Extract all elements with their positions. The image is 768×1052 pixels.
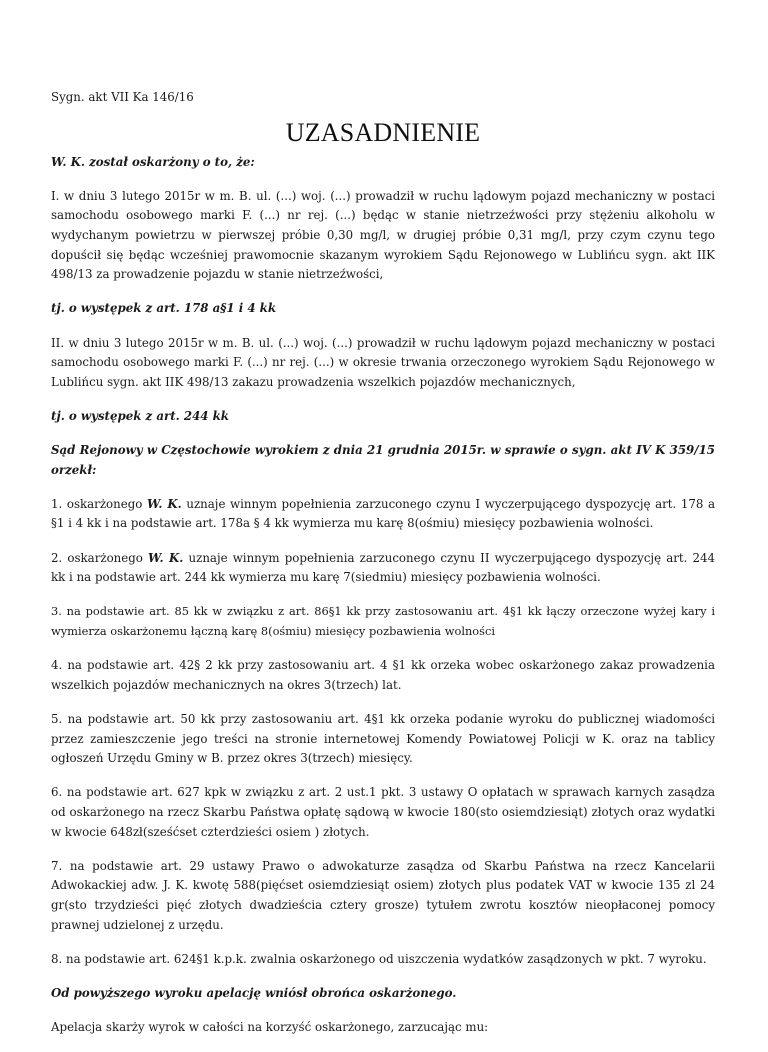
ruling-1-defendant-name: W. K. <box>146 496 182 511</box>
qualification-2: tj. o występek z art. 244 kk <box>51 408 229 423</box>
charged-heading: W. K. został oskarżony o to, że: <box>51 154 255 169</box>
ruling-item-8: 8. na podstawie art. 624§1 k.p.k. zwalnia oskarżonego od uiszczenia wydatków zasądzonych w pkt. 7 wyroku. <box>51 951 707 966</box>
document-title: UZASADNIENIE <box>285 117 481 147</box>
document-page <box>51 88 715 1052</box>
ruling-1-text: uznaje winnym popełnienia zarzuconego czynu I wyczerpującego dyspozycję art. 178 a §1 i 4 kk i na podstawie art. 178a § 4 kk wymierza mu karę 8(ośmiu) miesięcy pozbawienia wolności. <box>51 496 715 531</box>
charge-1-paragraph: I. w dniu 3 lutego 2015r w m. B. ul. (...) woj. (...) prowadził w ruchu lądowym pojazd mechaniczny w postaci samochodu osobowego marki F. (...) nr rej. (...) będąc w stanie nietrzeźwości przy stężeniu alkoholu w wydychanym powietrzu w pierwszej próbie 0,30 mg/l, w drugiej próbie 0,31 mg/l, przy czym czynu tego dopuścił się będąc wcześniej prawomocnie skazanym wyrokiem Sądu Rejonowego w Lublińcu sygn. akt IIK 498/13 za prowadzenie pojazdu w stanie nietrzeźwości, <box>51 188 715 282</box>
ruling-item-7: 7. na podstawie art. 29 ustawy Prawo o adwokaturze zasądza od Skarbu Państwa na rzecz Kancelarii Adwokackiej adw. J. K. kwotę 588(pięćset osiemdziesiąt osiem) złotych plus podatek VAT w kwocie 135 zl 24 gr(sto trzydzieści pięć złotych dwadzieścia cztery grosze) tytułem zwrotu kosztów nieopłaconej pomocy prawnej udzielonej z urzędu. <box>51 858 715 932</box>
case-signature: Sygn. akt VII Ka 146/16 <box>51 90 194 104</box>
ruling-2-prefix: 2. oskarżonego <box>51 550 149 565</box>
qualification-1: tj. o występek z art. 178 a§1 i 4 kk <box>51 301 276 316</box>
ruling-item-3: 3. na podstawie art. 85 kk w związku z art. 86§1 kk przy zastosowaniu art. 4§1 kk łączy orzeczone wyżej kary i wymierza oskarżonemu łączną karę 8(ośmiu) miesięcy pozbawienia wolności <box>51 604 715 639</box>
ruling-1-prefix: 1. oskarżonego <box>51 496 147 511</box>
ruling-2-text: uznaje winnym popełnienia zarzuconego czynu II wyczerpującego dyspozycję art. 244 kk i na podstawie art. 244 kk wymierza mu karę 7(siedmiu) miesięcy pozbawienia wolności. <box>51 550 715 585</box>
ruling-item-2 <box>51 549 715 588</box>
appeal-text: Apelacja skarży wyrok w całości na korzyść oskarżonego, zarzucając mu: <box>51 1020 489 1035</box>
appeal-heading: Od powyższego wyroku apelację wniósł obrońca oskarżonego. <box>51 985 457 1000</box>
ruling-2-defendant-name: W. K. <box>148 550 184 565</box>
court-ruling-heading: Sąd Rejonowy w Częstochowie wyrokiem z dnia 21 grudnia 2015r. w sprawie o sygn. akt IV K 359/15 orzekł: <box>51 443 715 477</box>
ruling-item-1 <box>51 495 715 534</box>
ruling-item-5: 5. na podstawie art. 50 kk przy zastosowaniu art. 4§1 kk orzeka podanie wyroku do publicznej wiadomości przez zamieszczenie jego treści na stronie internetowej Komendy Powiatowej Policji w K. oraz na tablicy ogłoszeń Urzędu Gminy w B. przez okres 3(trzech) miesięcy. <box>51 712 715 766</box>
ruling-item-4: 4. na podstawie art. 42§ 2 kk przy zastosowaniu art. 4 §1 kk orzeka wobec oskarżonego zakaz prowadzenia wszelkich pojazdów mechanicznych na okres 3(trzech) lat. <box>51 658 715 692</box>
ruling-item-6: 6. na podstawie art. 627 kpk w związku z art. 2 ust.1 pkt. 3 ustawy O opłatach w sprawach karnych zasądza od oskarżonego na rzecz Skarbu Państwa opłatę sądową w kwocie 180(sto osiemdziesiąt) złotych oraz wydatki w kwocie 648zł(sześćset czterdzieści osiem ) złotych. <box>51 785 715 839</box>
charge-2-paragraph: II. w dniu 3 lutego 2015r w m. B. ul. (...) woj. (...) prowadził w ruchu lądowym pojazd mechaniczny w postaci samochodu osobowego marki F. (...) nr rej. (...) w okresie trwania orzeczonego wyrokiem Sądu Rejonowego w Lublińcu sygn. akt IIK 498/13 zakazu prowadzenia wszelkich pojazdów mechanicznych, <box>51 335 715 389</box>
